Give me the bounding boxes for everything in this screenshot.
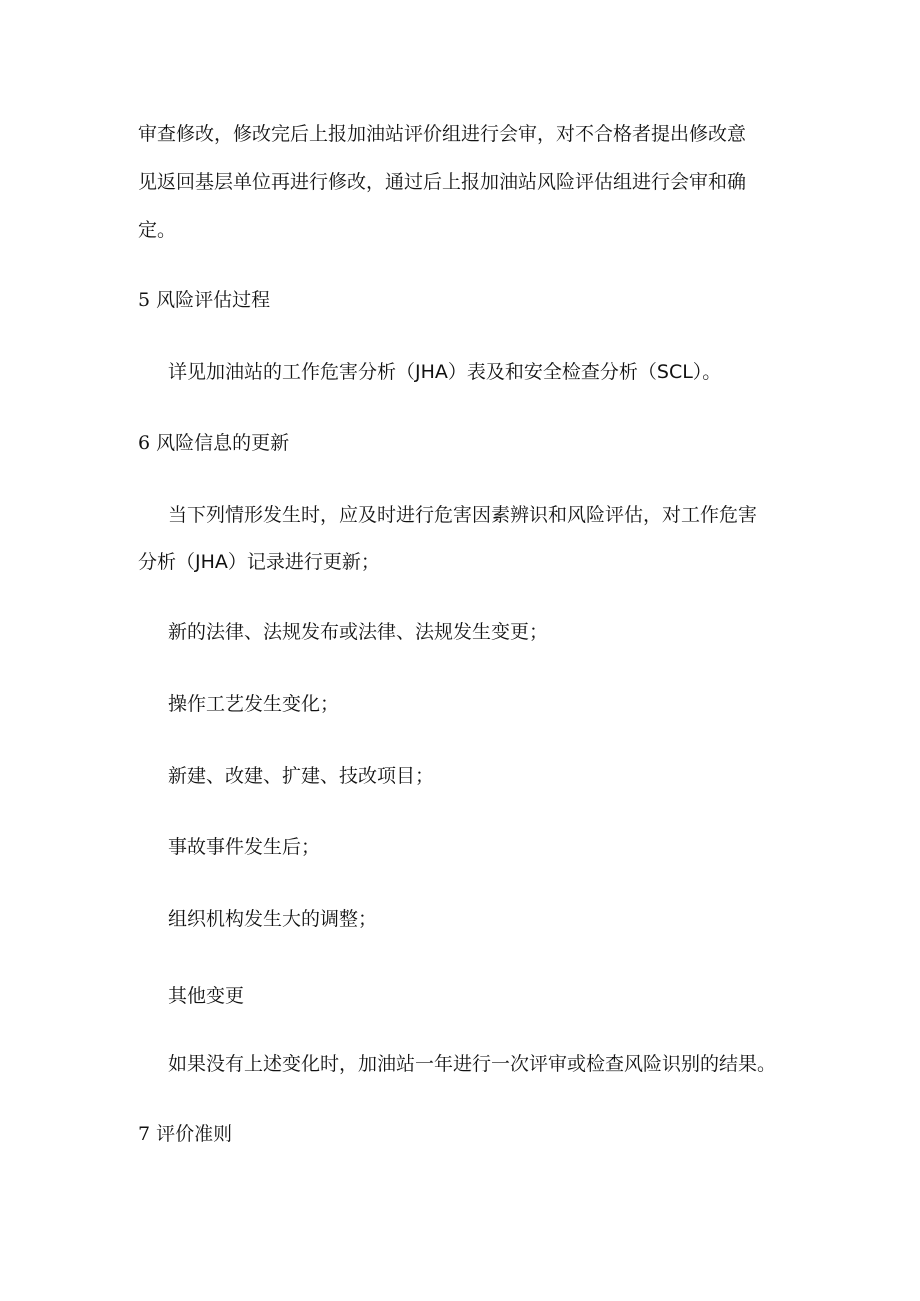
paragraph-update-line-2: 分析（JHA）记录进行更新； [138, 551, 380, 573]
paragraph-review-line-1: 审查修改，修改完后上报加油站评价组进行会审，对不合格者提出修改意 [138, 123, 747, 145]
paragraph-jha-scl: 详见加油站的工作危害分析（JHA）表及和安全检查分析（SCL）。 [168, 361, 722, 383]
paragraph-update-line-1: 当下列情形发生时，应及时进行危害因素辨识和风险评估，对工作危害 [168, 504, 758, 526]
paragraph-annual-review: 如果没有上述变化时，加油站一年进行一次评审或检查风险识别的结果。 [168, 1053, 777, 1075]
list-item-other: 其他变更 [168, 985, 245, 1007]
paragraph-review-line-3: 定。 [138, 219, 177, 241]
section-heading-6: 6 风险信息的更新 [138, 432, 290, 454]
paragraph-review-line-2: 见返回基层单位再进行修改，通过后上报加油站风险评估组进行会审和确 [138, 171, 747, 193]
list-item-projects: 新建、改建、扩建、技改项目； [168, 765, 435, 787]
section-heading-7: 7 评价准则 [138, 1123, 233, 1145]
list-item-process: 操作工艺发生变化； [168, 693, 340, 715]
list-item-laws: 新的法律、法规发布或法律、法规发生变更； [168, 621, 549, 643]
list-item-organization: 组织机构发生大的调整； [168, 908, 378, 930]
section-heading-5: 5 风险评估过程 [138, 289, 271, 311]
list-item-accident: 事故事件发生后； [168, 836, 321, 858]
